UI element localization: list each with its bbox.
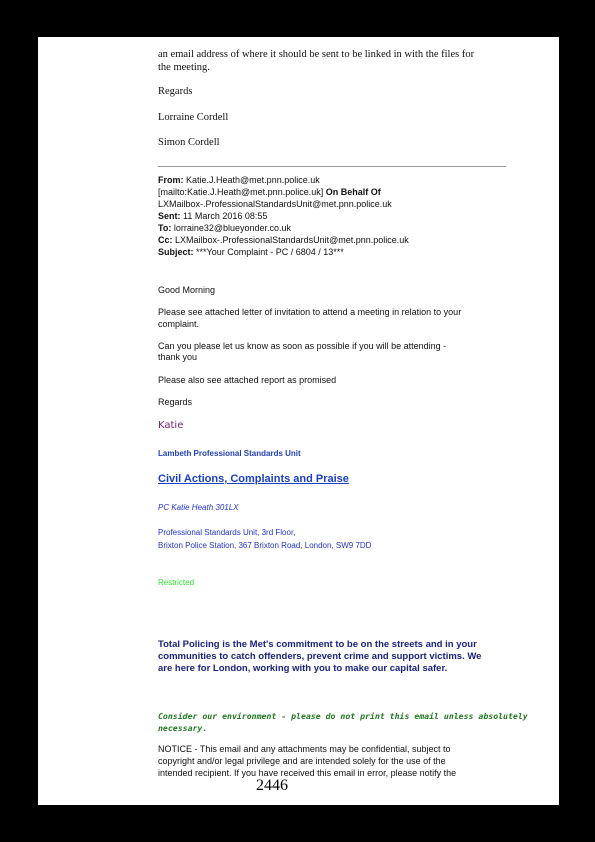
address-line: Brixton Police Station, 367 Brixton Road, London, SW9 7DD <box>158 541 372 550</box>
regards-text: Regards <box>158 397 193 407</box>
sent-value: 11 March 2016 08:55 <box>183 211 268 221</box>
behalf-label: On Behalf Of <box>325 187 381 197</box>
environment-notice-line: Consider our environment - please do not print this email unless absolutely <box>158 711 528 721</box>
from-label: From: <box>158 175 184 185</box>
to-value: lorraine32@blueyonder.co.uk <box>173 223 292 233</box>
address-line: Professional Standards Unit, 3rd Floor, <box>158 528 296 537</box>
subject-value: ***Your Complaint - PC / 6804 / 13*** <box>196 247 344 257</box>
sender-name: Lorraine Cordell <box>158 112 229 123</box>
regards-text: Regards <box>158 86 193 97</box>
cc-line <box>158 235 409 245</box>
from-line <box>158 175 320 185</box>
signoff-name: Katie <box>158 420 184 431</box>
subject-line <box>158 247 344 257</box>
cc-label: Cc: <box>158 235 173 245</box>
subject-label: Subject: <box>158 247 194 257</box>
mailto-line <box>158 187 381 197</box>
body-text-line: an email address of where it should be sent to be linked in with the files for <box>158 49 475 60</box>
officer-name: PC Katie Heath 301LX <box>158 503 239 512</box>
environment-notice-line: necessary. <box>158 723 208 733</box>
page-number: 2446 <box>256 777 288 794</box>
legal-notice-line: NOTICE - This email and any attachments may be confidential, subject to <box>158 744 451 754</box>
mailto-value: [mailto:Katie.J.Heath@met.pnn.police.uk] <box>158 187 324 197</box>
cc-value: LXMailbox-.ProfessionalStandardsUnit@met.pnn.police.uk <box>175 235 409 245</box>
civil-actions-link[interactable]: Civil Actions, Complaints and Praise <box>158 473 349 485</box>
body-text-line: thank you <box>158 352 198 362</box>
sender-name: Simon Cordell <box>158 137 220 148</box>
sent-line <box>158 211 267 221</box>
to-line <box>158 223 291 233</box>
legal-notice-line: copyright and/or legal privilege and are intended solely for the use of the <box>158 756 446 766</box>
greeting-text: Good Morning <box>158 285 216 295</box>
from-value: Katie.J.Heath@met.pnn.police.uk <box>186 175 320 185</box>
body-text-line: Please see attached letter of invitation to attend a meeting in relation to your <box>158 307 462 317</box>
body-text-line: Can you please let us know as soon as possible if you will be attending - <box>158 341 447 351</box>
to-label: To: <box>158 223 172 233</box>
body-text-line: Please also see attached report as promised <box>158 375 337 385</box>
policing-statement-line: are here for London, working with you to make our capital safer. <box>158 663 448 674</box>
policing-statement-line: communities to catch offenders, prevent crime and support victims. We <box>158 651 482 662</box>
behalf-line: LXMailbox-.ProfessionalStandardsUnit@met.pnn.police.uk <box>158 199 392 209</box>
document-page <box>38 37 559 805</box>
unit-name: Lambeth Professional Standards Unit <box>158 449 301 458</box>
body-text-line: the meeting. <box>158 62 210 73</box>
body-text-line: complaint. <box>158 319 200 329</box>
legal-notice-line: intended recipient. If you have received this email in error, please notify the <box>158 768 457 778</box>
policing-statement-line: Total Policing is the Met's commitment to be on the streets and in your <box>158 639 477 650</box>
header-divider <box>158 166 506 167</box>
classification-label: Restricted <box>158 578 195 587</box>
sent-label: Sent: <box>158 211 181 221</box>
